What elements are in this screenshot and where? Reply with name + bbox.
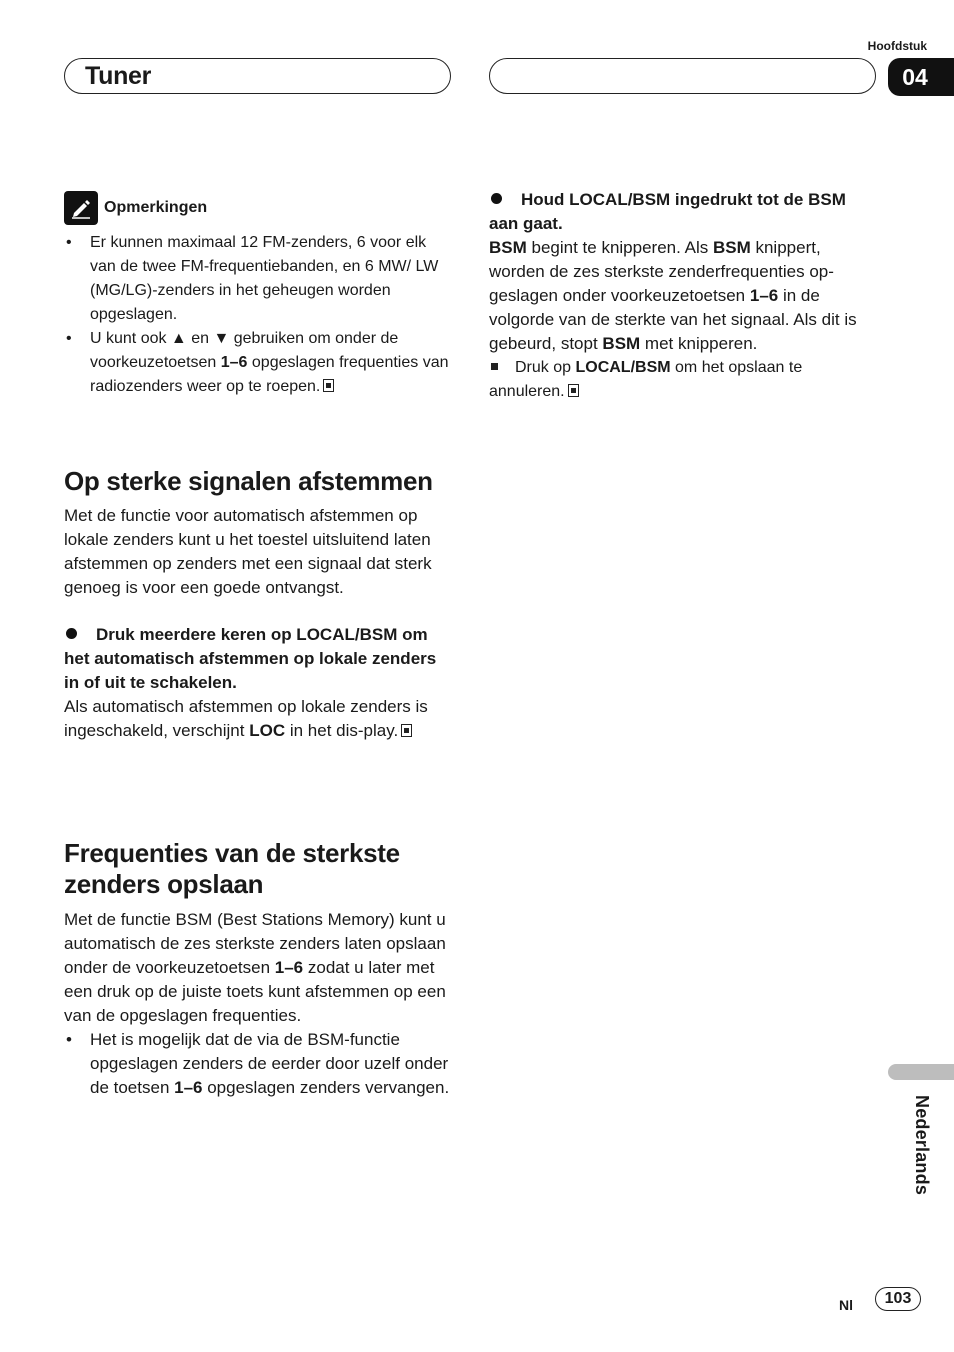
bullet-dot-icon bbox=[66, 628, 77, 639]
section-bsm bbox=[64, 838, 454, 1100]
page-number: 103 bbox=[875, 1287, 921, 1311]
result-text: met knipperen. bbox=[640, 334, 758, 353]
cancel-text: om het opslaan te annuleren. bbox=[489, 359, 803, 400]
step-text: Houd LOCAL/BSM ingedrukt tot de BSM aan gaat. bbox=[489, 190, 846, 233]
key-range: 1–6 bbox=[749, 286, 779, 305]
key-range: 1–6 bbox=[220, 354, 248, 371]
key-range: 1–6 bbox=[174, 1078, 203, 1097]
section-heading: Frequenties van de sterkste zenders opslaan bbox=[64, 838, 400, 899]
bsm-procedure bbox=[489, 188, 879, 404]
display-indicator: BSM bbox=[602, 334, 641, 353]
result-text: knippert, worden de zes sterkste zenderfrequenties op-geslagen onder voorkeuzetoetsen bbox=[489, 238, 834, 305]
notes-heading-text: Opmerkingen bbox=[104, 199, 208, 216]
notes-list bbox=[64, 231, 454, 399]
cancel-note bbox=[489, 356, 879, 404]
section-heading: Op sterke signalen afstemmen bbox=[64, 466, 433, 496]
pencil-icon bbox=[64, 191, 98, 225]
display-indicator: BSM bbox=[489, 238, 527, 257]
display-indicator: BSM bbox=[712, 238, 751, 257]
step-instruction bbox=[489, 188, 879, 236]
result-text: begint te knipperen. Als bbox=[526, 238, 713, 257]
chapter-number-badge: 04 bbox=[888, 58, 954, 96]
step-result bbox=[489, 236, 879, 356]
intro-text: zodat u later met een druk op de juiste toets kunt afstemmen op een van de opgeslagen frequenties. bbox=[64, 958, 446, 1025]
note-text: opgeslagen zenders vervangen. bbox=[202, 1078, 450, 1097]
note-text: opgeslagen frequenties van radiozenders weer op te roepen. bbox=[90, 354, 449, 395]
section-local-tuning bbox=[64, 466, 454, 743]
note-text: Er kunnen maximaal 12 FM-zenders, 6 voor elk van de twee FM-frequentiebanden, en 6 MW/ LW (MG/LG)-zenders in het geheugen worden opgeslagen. bbox=[90, 234, 439, 323]
section-intro: Met de functie voor automatisch afstemmen op lokale zenders kunt u het toestel uitsluitend laten afstemmen op zenders met een signaal dat sterk genoeg is voor een goede ontvangst. bbox=[64, 506, 432, 597]
section-title-frame bbox=[64, 58, 451, 94]
end-mark-icon bbox=[323, 379, 334, 392]
bullet-dot-icon bbox=[491, 193, 502, 204]
key-range: 1–6 bbox=[274, 958, 304, 977]
display-indicator: LOC bbox=[249, 721, 286, 740]
square-bullet-icon bbox=[491, 363, 498, 370]
language-tab-bar bbox=[888, 1064, 954, 1080]
language-code: Nl bbox=[839, 1297, 853, 1313]
chapter-label: Hoofdstuk bbox=[867, 39, 927, 53]
list-item: • Er kunnen maximaal 12 FM-zenders, 6 voor elk van de twee FM-frequentiebanden, en 6 MW/ LW (MG/LG)-zenders in het geheugen worden opgeslagen. bbox=[66, 234, 439, 323]
button-name: LOCAL/BSM bbox=[575, 359, 671, 376]
end-mark-icon bbox=[568, 384, 579, 397]
notes-heading bbox=[64, 191, 454, 225]
list-item: • Het is mogelijk dat de via de BSM-functie opgeslagen zenders de eerder door uzelf onder de toetsen 1–6 opgeslagen zenders vervangen. bbox=[66, 1030, 450, 1097]
result-text: in de volgorde van de sterkte van het signaal. Als dit is gebeurd, stopt bbox=[489, 286, 857, 353]
end-mark-icon bbox=[401, 724, 412, 737]
step-text: Druk meerdere keren op LOCAL/BSM om het automatisch afstemmen op lokale zenders in of uit te schakelen. bbox=[64, 625, 437, 692]
section-intro bbox=[64, 908, 454, 1028]
note-text: Het is mogelijk dat de via de BSM-functie opgeslagen zenders de eerder door uzelf onder de toetsen bbox=[90, 1030, 449, 1097]
note-text: U kunt ook ▲ en ▼ gebruiken om onder de voorkeuzetoetsen bbox=[90, 330, 399, 371]
intro-text: Met de functie BSM (Best Stations Memory) kunt u automatisch de zes sterkste zenders laten opslaan onder de voorkeuzetoetsen bbox=[64, 910, 446, 977]
section-title: Tuner bbox=[85, 62, 152, 90]
notes-block bbox=[64, 191, 454, 399]
language-tab-label: Nederlands bbox=[912, 1095, 932, 1196]
cancel-text: Druk op bbox=[515, 359, 576, 376]
step-result bbox=[64, 695, 454, 743]
result-text: in het dis-play. bbox=[285, 721, 399, 740]
list-item: • U kunt ook ▲ en ▼ gebruiken om onder de voorkeuzetoetsen 1–6 opgeslagen frequenties van radiozenders weer op te roepen. bbox=[66, 330, 449, 395]
bsm-notes-list bbox=[64, 1028, 454, 1100]
header-frame-right bbox=[489, 58, 876, 94]
result-text: Als automatisch afstemmen op lokale zenders is ingeschakeld, verschijnt bbox=[64, 697, 428, 740]
step-instruction bbox=[64, 623, 454, 695]
